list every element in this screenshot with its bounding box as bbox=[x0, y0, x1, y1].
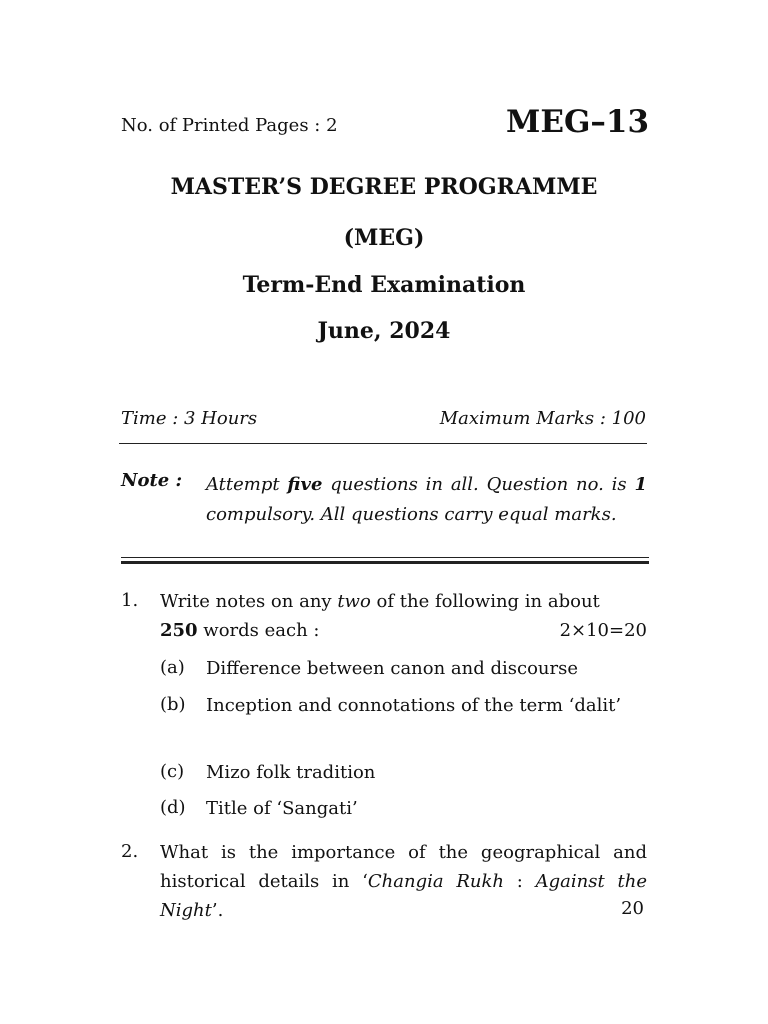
note-rule-thin bbox=[121, 557, 649, 558]
note-one: 1 bbox=[634, 474, 647, 495]
question-1-text bbox=[160, 587, 647, 645]
header-rule bbox=[119, 443, 647, 444]
note-label: Note : bbox=[121, 470, 183, 491]
time-marks-row bbox=[121, 408, 646, 429]
q1-part-a-label: (a) bbox=[160, 657, 185, 678]
exam-title: Term-End Examination bbox=[242, 272, 526, 298]
q1-part-d-label: (d) bbox=[160, 797, 186, 818]
note-rule-thick bbox=[121, 561, 649, 564]
question-2-text: What is the importance of the geographical and historical details in ‘Changia Rukh : Against the Night’. bbox=[160, 842, 647, 921]
q1-part-c-text: Mizo folk tradition bbox=[206, 762, 376, 783]
exam-session: June, 2024 bbox=[317, 318, 451, 344]
programme-abbr: (MEG) bbox=[343, 225, 425, 251]
question-1-marks: 2×10=20 bbox=[559, 620, 647, 641]
course-code: MEG–13 bbox=[506, 104, 650, 140]
note-five: five bbox=[287, 474, 323, 495]
printed-pages: No. of Printed Pages : 2 bbox=[121, 115, 338, 136]
time-allowed: Time : 3 Hours bbox=[121, 408, 258, 429]
question-2-number: 2. bbox=[121, 841, 139, 862]
note-text: Attempt five questions in all. Question no. is 1 compulsory. All questions carry equal marks. bbox=[206, 474, 647, 525]
q1-part-b-text: Inception and connotations of the term ‘dalit’ bbox=[206, 695, 622, 716]
question-1-line-2: 250 words each : 2×10=20 bbox=[160, 616, 647, 645]
q1-part-d-text: Title of ‘Sangati’ bbox=[206, 798, 358, 819]
q1-part-a-text: Difference between canon and discourse bbox=[206, 658, 579, 679]
question-1-number: 1. bbox=[121, 590, 139, 611]
q1-part-c-label: (c) bbox=[160, 761, 185, 782]
programme-title: MASTER’S DEGREE PROGRAMME bbox=[170, 174, 598, 200]
question-1-line-1: Write notes on any two of the following in about bbox=[160, 591, 600, 612]
max-marks: Maximum Marks : 100 bbox=[439, 408, 646, 429]
question-2-marks: 20 bbox=[621, 898, 644, 919]
q1-part-b-label: (b) bbox=[160, 694, 186, 715]
